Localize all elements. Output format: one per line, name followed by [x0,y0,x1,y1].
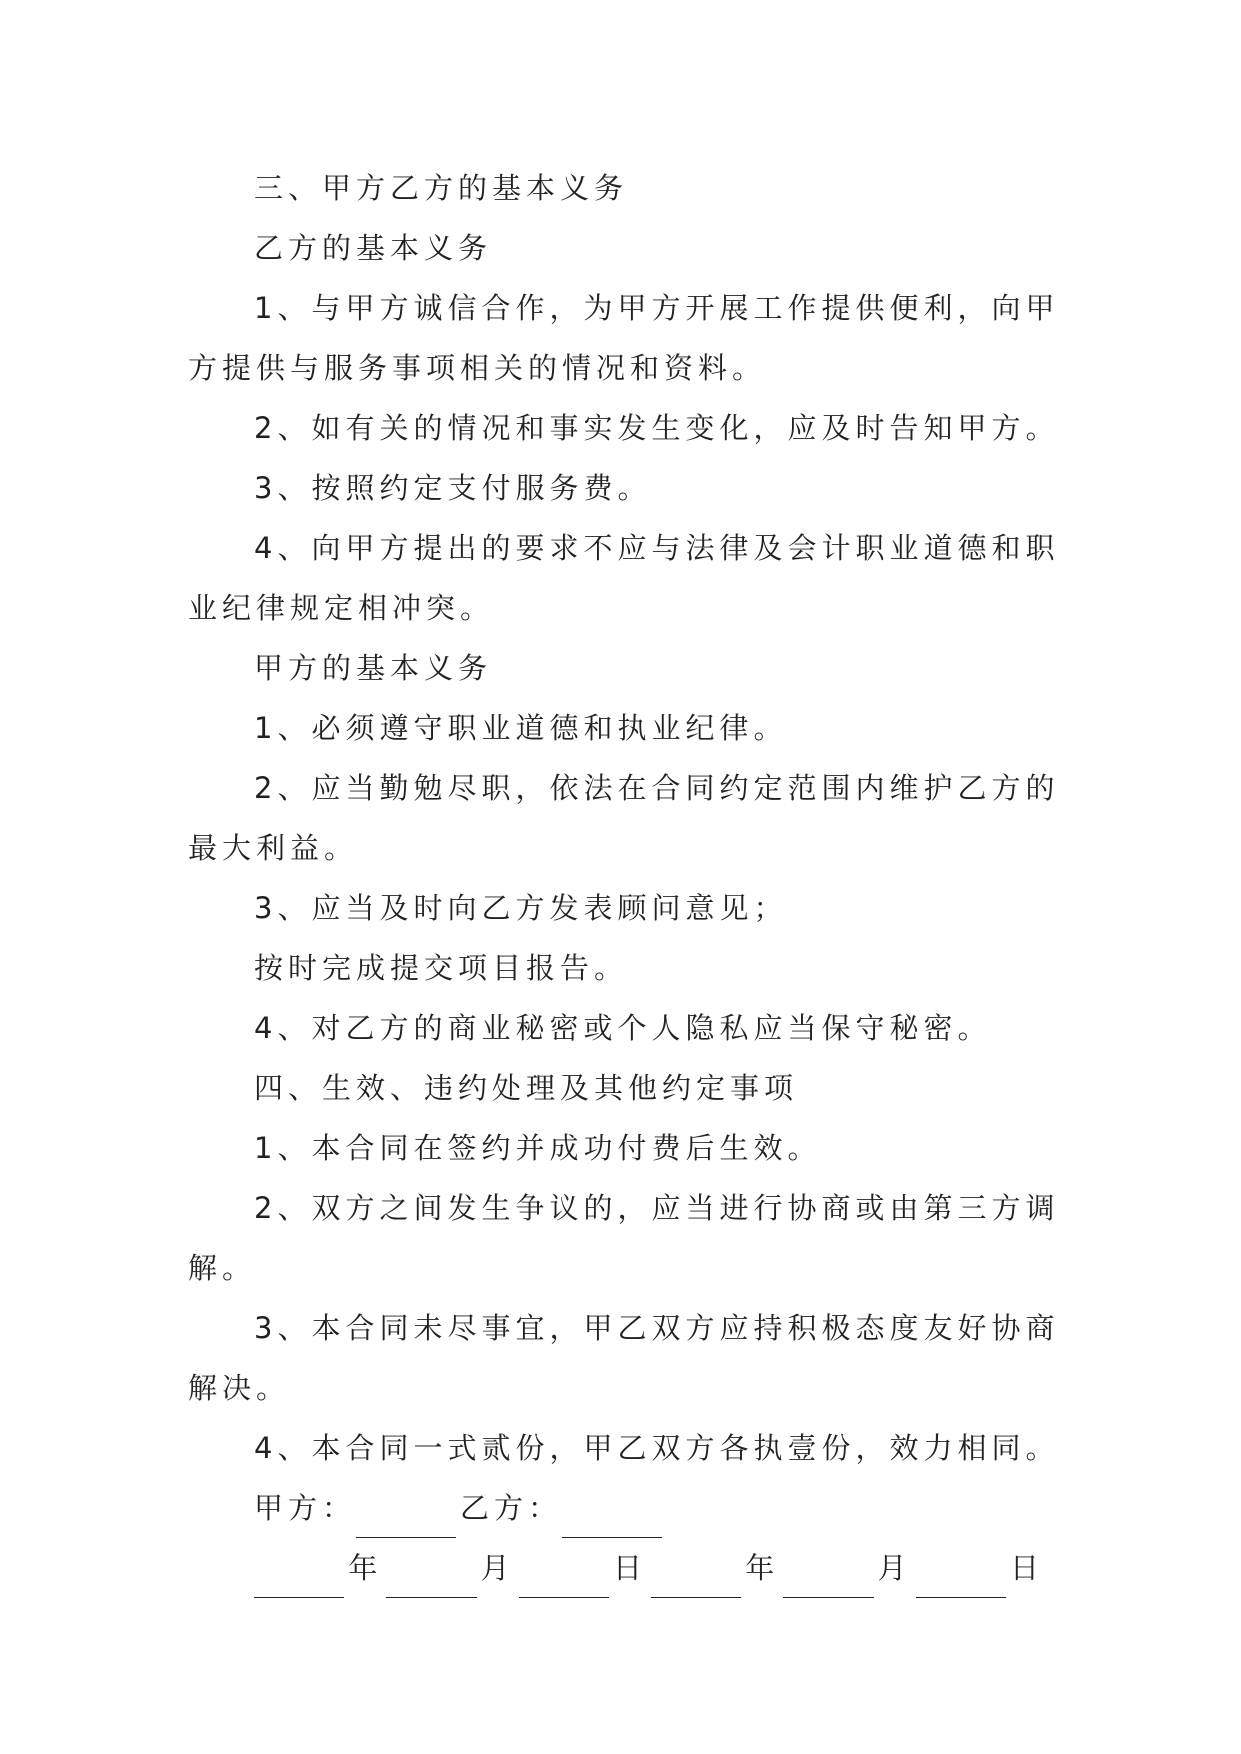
party-a-item-2-line-2: 最大利益。 [188,831,359,865]
party-b-year-blank [651,1577,741,1598]
party-a-year-blank [254,1577,344,1598]
party-b-item-4-line-1: 4、向甲方提出的要求不应与法律及会计职业道德和职 [254,531,1060,565]
party-b-heading: 乙方的基本义务 [254,231,493,265]
section-4-title: 四、生效、违约处理及其他约定事项 [254,1071,799,1105]
party-b-signature-label: 乙方： [460,1491,563,1525]
party-b-signature-blank [562,1517,662,1538]
section-4-item-3-line-2: 解决。 [188,1371,291,1405]
party-a-item-3: 3、应当及时向乙方发表顾问意见； [254,891,788,925]
party-a-month-blank [386,1577,476,1598]
section-4-item-2-line-2: 解。 [188,1251,257,1285]
party-a-day-blank [519,1577,609,1598]
party-b-item-4-line-2: 业纪律规定相冲突。 [188,591,495,625]
party-a-signature-blank [356,1517,456,1538]
party-a-month-label: 月 [480,1551,515,1585]
section-4-item-3-line-1: 3、本合同未尽事宜，甲乙双方应持积极态度友好协商 [254,1311,1060,1345]
party-a-item-1: 1、必须遵守职业道德和执业纪律。 [254,711,788,745]
party-b-day-blank [916,1577,1006,1598]
party-a-item-4: 4、对乙方的商业秘密或个人隐私应当保守秘密。 [254,1011,992,1045]
party-a-heading: 甲方的基本义务 [254,651,493,685]
signature-line [188,1478,1048,1538]
document-page [188,158,1060,1598]
party-b-item-1-line-1: 1、与甲方诚信合作，为甲方开展工作提供便利，向甲 [254,291,1060,325]
party-b-month-label: 月 [877,1551,912,1585]
party-b-item-2: 2、如有关的情况和事实发生变化，应及时告知甲方。 [254,411,1060,445]
section-4-item-4: 4、本合同一式贰份，甲乙双方各执壹份，效力相同。 [254,1431,1060,1465]
party-a-day-label: 日 [612,1551,647,1585]
section-4-item-1: 1、本合同在签约并成功付费后生效。 [254,1131,822,1165]
date-line [188,1538,1048,1598]
party-b-day-label: 日 [1009,1551,1044,1585]
party-b-month-blank [783,1577,873,1598]
party-a-item-3-continued: 按时完成提交项目报告。 [254,951,629,985]
party-b-item-1-line-2: 方提供与服务事项相关的情况和资料。 [188,351,767,385]
section-3-title: 三、甲方乙方的基本义务 [254,171,629,205]
party-a-item-2-line-1: 2、应当勤勉尽职，依法在合同约定范围内维护乙方的 [254,771,1060,805]
party-a-year-label: 年 [348,1551,383,1585]
party-a-signature-label: 甲方： [254,1491,357,1525]
party-b-year-label: 年 [745,1551,780,1585]
section-4-item-2-line-1: 2、双方之间发生争议的，应当进行协商或由第三方调 [254,1191,1060,1225]
party-b-item-3: 3、按照约定支付服务费。 [254,471,652,505]
